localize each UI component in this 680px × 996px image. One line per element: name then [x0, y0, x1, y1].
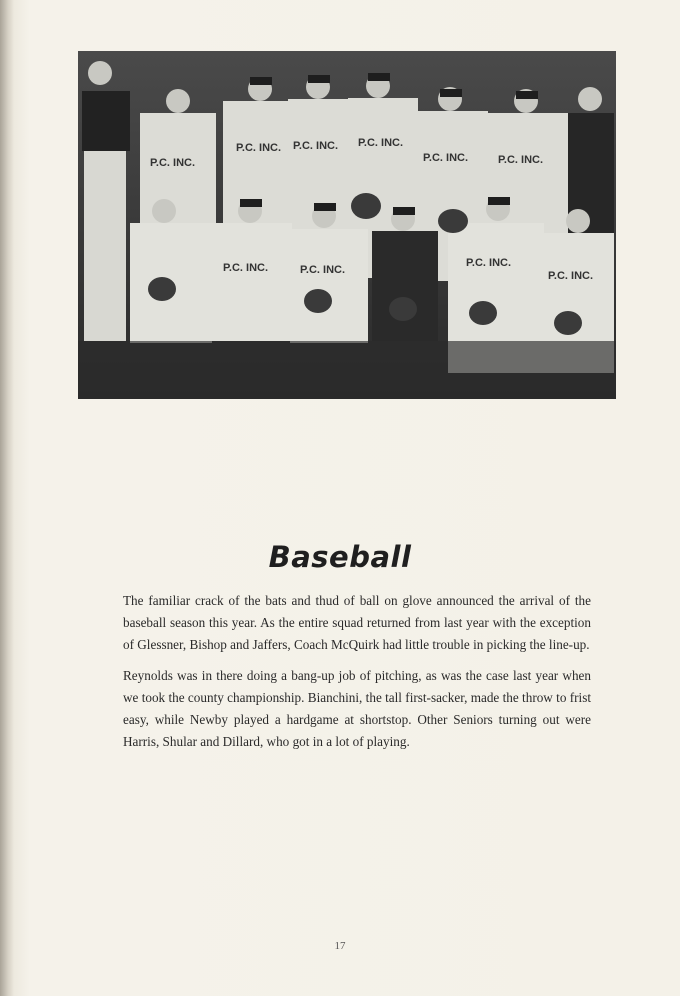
page-number: 17 — [334, 940, 346, 952]
jersey-lettering: P.C. INC. — [300, 264, 346, 276]
paragraph-1: The familiar crack of the bats and thud of ball on glove announced the arrival of the baseball season this year. As the entire squad returned from last year with the exception of Glessner, Bishop and Jaffers, Coach McQuirk had little trouble in picking the line-up. — [123, 593, 591, 652]
jersey-lettering: P.C. INC. — [423, 152, 469, 164]
jersey-lettering: P.C. INC. — [358, 137, 404, 149]
jersey-lettering: P.C. INC. — [293, 140, 339, 152]
page-title: Baseball — [268, 540, 412, 574]
book-spine-shadow — [0, 0, 14, 996]
jersey-lettering: P.C. INC. — [150, 157, 196, 169]
team-photo — [78, 51, 616, 399]
jersey-lettering: P.C. INC. — [223, 262, 269, 274]
jersey-lettering: P.C. INC. — [498, 154, 544, 166]
article-body — [123, 590, 591, 753]
jersey-lettering: P.C. INC. — [236, 142, 282, 154]
team-photo-illustration — [78, 51, 616, 399]
jersey-lettering: P.C. INC. — [548, 270, 594, 282]
jersey-lettering: P.C. INC. — [466, 257, 512, 269]
paragraph-2: Reynolds was in there doing a bang-up job of pitching, as was the case last year when we took the county championship. Bianchini, the tall first-sacker, made the throw to frist easy, while Newby played a hardgame at shortstop. Other Seniors turning out were Harris, Shular and Dillard, who got in a lot of playing. — [123, 668, 591, 749]
